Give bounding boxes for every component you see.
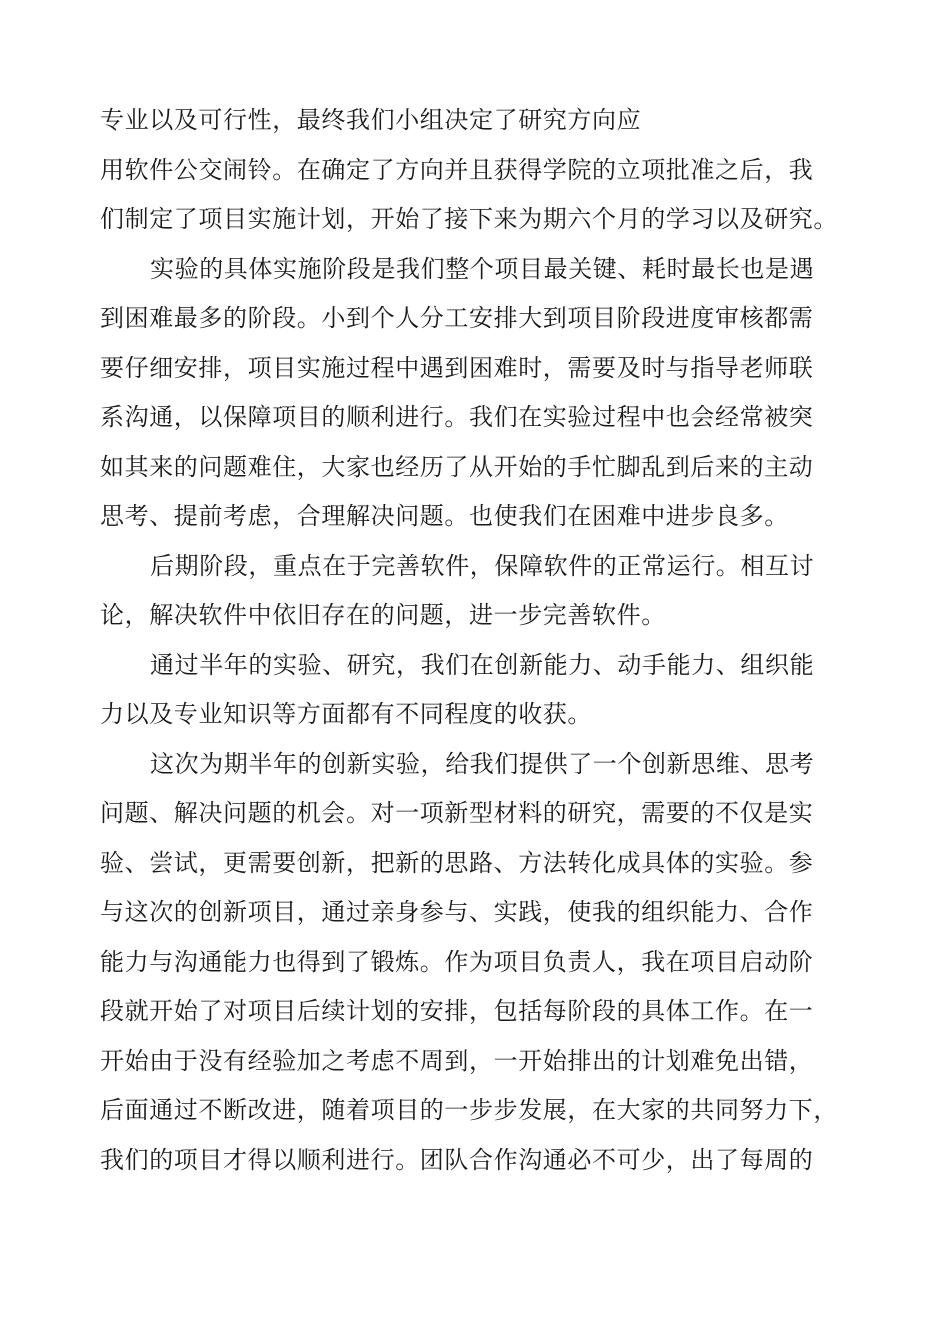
text-line: 论，解决软件中依旧存在的问题，进一步完善软件。 [100,601,666,629]
paragraph-first-line: 通过半年的实验、研究，我们在创新能力、动手能力、组织能 [150,650,815,679]
body-text [100,96,860,1185]
text-line: 们制定了项目实施计划，开始了接下来为期六个月的学习以及研究。 [100,205,838,233]
text-line: 用软件公交闹铃。在确定了方向并且获得学院的立项批准之后，我 [100,155,814,184]
text-line: 与这次的创新项目，通过亲身参与、实践，使我的组织能力、合作 [100,898,814,926]
paragraph-first-line: 这次为期半年的创新实验，给我们提供了一个创新思维、思考 [150,749,815,778]
text-line: 系沟通，以保障项目的顺利进行。我们在实验过程中也会经常被突 [100,403,814,431]
text-line: 验、尝试，更需要创新，把新的思路、方法转化成具体的实验。参 [100,848,814,877]
text-line: 如其来的问题难住，大家也经历了从开始的手忙脚乱到后来的主动 [100,452,814,481]
text-line: 开始由于没有经验加之考虑不周到，一开始排出的计划难免出错， [100,1046,814,1075]
paragraph-first-line: 实验的具体实施阶段是我们整个项目最关键、耗时最长也是遇 [150,254,815,283]
text-line: 力以及专业知识等方面都有不同程度的收获。 [100,700,592,728]
text-line: 我们的项目才得以顺利进行。团队合作沟通必不可少，出了每周的 [100,1145,814,1174]
text-line: 后面通过不断改进，随着项目的一步步发展，在大家的共同努力下， [100,1096,838,1124]
text-line: 专业以及可行性，最终我们小组决定了研究方向应 [100,106,642,134]
paragraph-first-line: 后期阶段，重点在于完善软件，保障软件的正常运行。相互讨 [150,551,815,580]
text-line: 段就开始了对项目后续计划的安排，包括每阶段的具体工作。在一 [100,997,814,1025]
text-line: 到困难最多的阶段。小到个人分工安排大到项目阶段进度审核都需 [100,304,814,332]
text-line: 能力与沟通能力也得到了锻炼。作为项目负责人，我在项目启动阶 [100,947,814,976]
text-line: 思考、提前考虑，合理解决问题。也使我们在困难中进步良多。 [100,502,789,530]
text-line: 要仔细安排，项目实施过程中遇到困难时，需要及时与指导老师联 [100,353,814,382]
text-line: 问题、解决问题的机会。对一项新型材料的研究，需要的不仅是实 [100,799,814,827]
